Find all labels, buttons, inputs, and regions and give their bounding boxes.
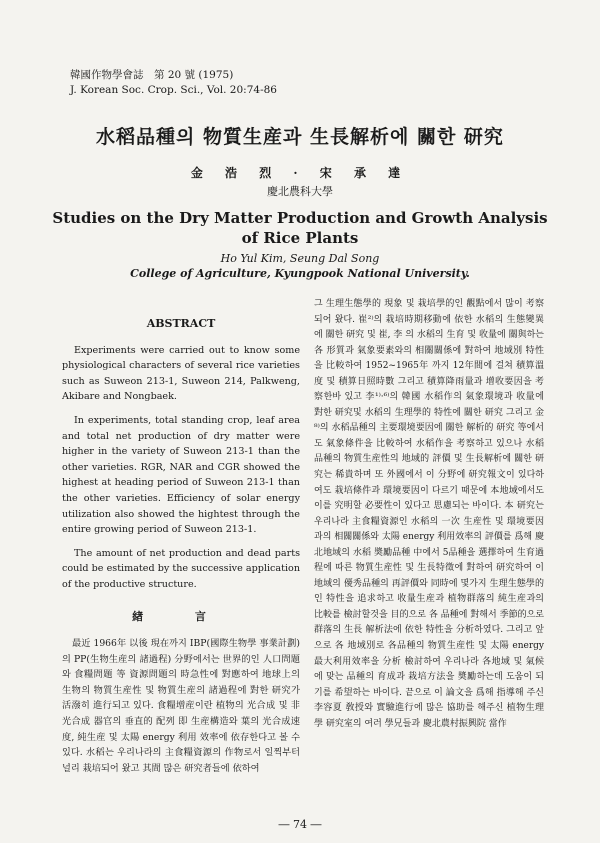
left-column bbox=[62, 296, 300, 776]
abstract-paragraph-2: In experiments, total standing crop, leaf area and total net production of dry matter were higher in the variety of Suweon 213-1 than the other varieties. RGR, NAR and CGR showed the highest at heading period of Suweon 213-1 than the other varieties. Efficiency of solar energy utilization also showed the hightest through the entire growing period of Suweon 213-1. bbox=[62, 414, 300, 536]
paper-title-en-line1: Studies on the Dry Matter Production and Growth Analysis bbox=[52, 209, 548, 227]
right-column-text: 그 生理生態學的 現象 및 栽培學的인 觀點에서 많이 考察되어 왔다. 崔²⁾의 栽培時期移動에 依한 水稻의 生態變異에 關한 研究 및 崔, 李 의 水稻의 生育 및 收量에 關與하는 各 形質과 氣象要素와의 相關關係에 對하여 地域別 特性을 比較하여 1952~1965年 까지 12年間에 걸쳐 積算溫度 및 積算日照時數 그리고 積算降雨量과 增收要因을 考察한바 있고 李¹⁾·⁶⁾의 韓國 水稻作의 氣象環境과 收量에 對한 研究및 水稻의 生理學的 特性에 關한 研究 그리고 金⁸⁾의 水稻品種의 主要環境要因에 關한 解析的 研究 等에서도 氣象條件을 比較하여 水稻作을 考察하고 있으나 水稻品種의 物質生産性의 地域的 評價 및 生長解析에 關한 研究는 稀貴하며 또 外國에서 이 分野에 研究報文이 있다하여도 栽培條件과 環境要因이 다르기 때문에 本地域에서도 이를 究明할 必要性이 있다고 思慮되는 바이다. 本 研究는 우리나라 主食糧資源인 水稻의 一次 生産性 및 環境要因과의 相關關係와 太陽 energy 利用效率의 評價를 爲해 慶北地域의 水稻 奬勵品種 中에서 5品種을 選擇하여 生育過程에 따른 物質生産性 및 生長特徵에 對하여 研究하여 이 地域의 優秀品種의 再評價와 同時에 몇가지 生理生態學的인 特性을 追求하고 收量生産과 植物群落의 純生産과의 比較를 檢討할것을 目的으로 各 品種에 對해서 季節的으로 群落의 生長 解析法에 依한 特性을 分析하였다. 그리고 앞으로 各 地域別로 各品種의 物質生産性 및 太陽 energy 最大利用效率을 分析 檢討하여 우리나라 各地域 및 氣候에 맞는 品種의 育成과 栽培方法을 奬勵하는데 도움이 되기를 希望하는 바이다. 끝으로 이 論文을 爲해 指導해 주신 李容夏 敎授와 實驗進行에 많은 協助를 해주신 植物生理學 研究室의 여러 學兄들과 慶北農村振興院 當作 bbox=[314, 299, 544, 729]
journal-line-en: J. Korean Soc. Crop. Sci., Vol. 20:74-86 bbox=[70, 84, 277, 96]
authors-kr: 金 浩 烈 · 宋 承 達 bbox=[190, 166, 410, 180]
page-number: ― 74 ― bbox=[278, 818, 322, 831]
abstract-paragraph-3: The amount of net production and dead parts could be estimated by the successive application of the productive structure. bbox=[62, 547, 300, 590]
authors-en: Ho Yul Kim, Seung Dal Song bbox=[220, 252, 380, 265]
affiliation-kr: 慶北農科大學 bbox=[267, 185, 333, 198]
paper-title-kr: 水稻品種의 物質生産과 生長解析에 關한 研究 bbox=[96, 126, 504, 148]
intro-paragraph: 最近 1966年 以後 現在까지 IBP(國際生物學 事業計劃)의 PP(生物生産의 諸過程) 分野에서는 世界的인 人口問題와 食糧問題 等 資源問題의 時急性에 對應하여 地球上의 生物의 物質生産性 및 物質生産의 諸過程에 對한 研究가 活潑히 進行되고 있다. 食糧增産이란 植物의 光合成 및 非光合成 器官의 垂直的 配列 即 生産構造와 葉의 光合成速度, 純生産 및 太陽 energy 利用 效率에 依存한다고 볼 수 있다. 水稻는 우리나라의 主食糧資源의 作物로서 일찍부터 널리 栽培되어 왔고 其間 많은 研究者들에 依하여 bbox=[62, 638, 300, 774]
paper-title-en bbox=[0, 208, 600, 248]
affiliation-en: College of Agriculture, Kyungpook National University. bbox=[130, 267, 470, 280]
paper-title-en-line2: of Rice Plants bbox=[241, 229, 359, 247]
journal-header bbox=[70, 68, 277, 98]
abstract-paragraph-1: Experiments were carried out to know some physiological characters of several rice varieties such as Suweon 213-1, Suweon 214, Palkweng, Akibare and Nongbaek. bbox=[62, 344, 300, 403]
intro-heading: 緖 言 bbox=[132, 609, 230, 623]
right-column bbox=[314, 297, 544, 732]
abstract-heading: ABSTRACT bbox=[146, 317, 216, 330]
journal-line-kr: 韓國作物學會誌 第 20 號 (1975) bbox=[70, 69, 234, 81]
